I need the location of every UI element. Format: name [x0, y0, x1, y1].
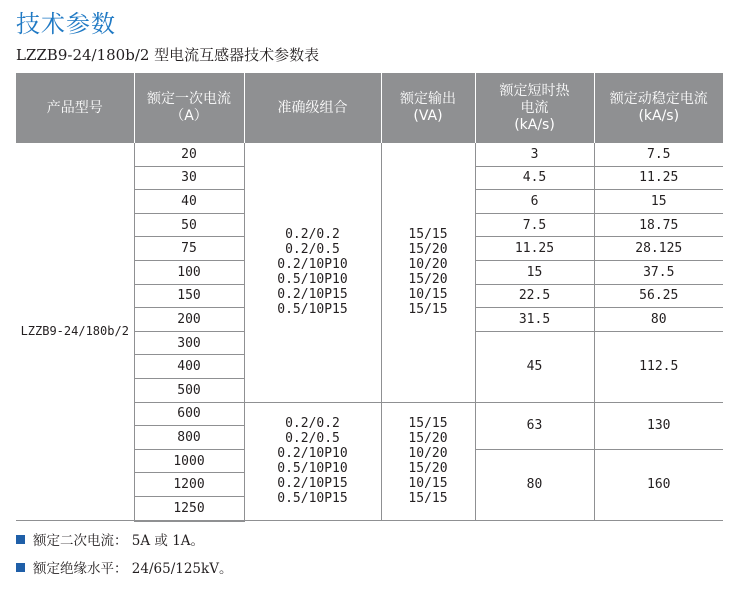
model-cell: LZZB9-24/180b/2	[16, 143, 134, 521]
primary-current-cell: 500	[134, 378, 244, 402]
dynamic-cell: 160	[594, 449, 723, 520]
header-primary-current: 额定一次电流 （A）	[134, 73, 244, 143]
thermal-cell: 22.5	[475, 284, 594, 308]
header-accuracy: 准确级组合	[244, 73, 381, 143]
header-model: 产品型号	[16, 73, 134, 143]
dynamic-cell: 56.25	[594, 284, 723, 308]
thermal-cell: 80	[475, 449, 594, 520]
table-caption: LZZB9-24/180b/2 型电流互感器技术参数表	[16, 46, 320, 64]
dynamic-cell: 18.75	[594, 213, 723, 237]
note-secondary-current: 额定二次电流： 5A 或 1A。	[33, 533, 205, 549]
note-item	[16, 525, 232, 553]
thermal-cell: 15	[475, 260, 594, 284]
output-group-1: 15/15 15/20 10/20 15/20 10/15 15/15	[381, 143, 475, 402]
header-thermal-current: 额定短时热 电流 (kA/s)	[475, 73, 594, 143]
thermal-cell: 45	[475, 331, 594, 402]
primary-current-cell: 300	[134, 331, 244, 355]
square-bullet-icon	[16, 535, 25, 544]
dynamic-cell: 80	[594, 308, 723, 332]
thermal-cell: 6	[475, 190, 594, 214]
thermal-cell: 4.5	[475, 166, 594, 190]
dynamic-cell: 37.5	[594, 260, 723, 284]
dynamic-cell: 7.5	[594, 143, 723, 166]
dynamic-cell: 112.5	[594, 331, 723, 402]
primary-current-cell: 40	[134, 190, 244, 214]
dynamic-cell: 130	[594, 402, 723, 449]
square-bullet-icon	[16, 563, 25, 572]
primary-current-cell: 200	[134, 308, 244, 332]
table-row	[16, 143, 723, 166]
header-output: 额定输出 (VA)	[381, 73, 475, 143]
primary-current-cell: 400	[134, 355, 244, 379]
primary-current-cell: 100	[134, 260, 244, 284]
notes-list	[16, 525, 232, 581]
thermal-cell: 63	[475, 402, 594, 449]
spec-table	[16, 73, 723, 522]
thermal-cell: 31.5	[475, 308, 594, 332]
output-group-2: 15/15 15/20 10/20 15/20 10/15 15/15	[381, 402, 475, 520]
dynamic-cell: 15	[594, 190, 723, 214]
primary-current-cell: 600	[134, 402, 244, 426]
primary-current-cell: 75	[134, 237, 244, 261]
accuracy-group-1: 0.2/0.2 0.2/0.5 0.2/10P10 0.5/10P10 0.2/10P15 0.5/10P15	[244, 143, 381, 402]
primary-current-cell: 1200	[134, 473, 244, 497]
page-title: 技术参数	[16, 10, 116, 38]
dynamic-cell: 11.25	[594, 166, 723, 190]
primary-current-cell: 800	[134, 426, 244, 450]
accuracy-group-2: 0.2/0.2 0.2/0.5 0.2/10P10 0.5/10P10 0.2/10P15 0.5/10P15	[244, 402, 381, 520]
table-header-row	[16, 73, 723, 143]
primary-current-cell: 150	[134, 284, 244, 308]
primary-current-cell: 20	[134, 143, 244, 166]
note-insulation-level: 额定绝缘水平： 24/65/125kV。	[33, 561, 233, 577]
thermal-cell: 7.5	[475, 213, 594, 237]
dynamic-cell: 28.125	[594, 237, 723, 261]
primary-current-cell: 1250	[134, 496, 244, 520]
header-dynamic-current: 额定动稳定电流 (kA/s)	[594, 73, 723, 143]
primary-current-cell: 1000	[134, 449, 244, 473]
primary-current-cell: 30	[134, 166, 244, 190]
primary-current-cell: 50	[134, 213, 244, 237]
note-item	[16, 553, 232, 581]
thermal-cell: 3	[475, 143, 594, 166]
thermal-cell: 11.25	[475, 237, 594, 261]
